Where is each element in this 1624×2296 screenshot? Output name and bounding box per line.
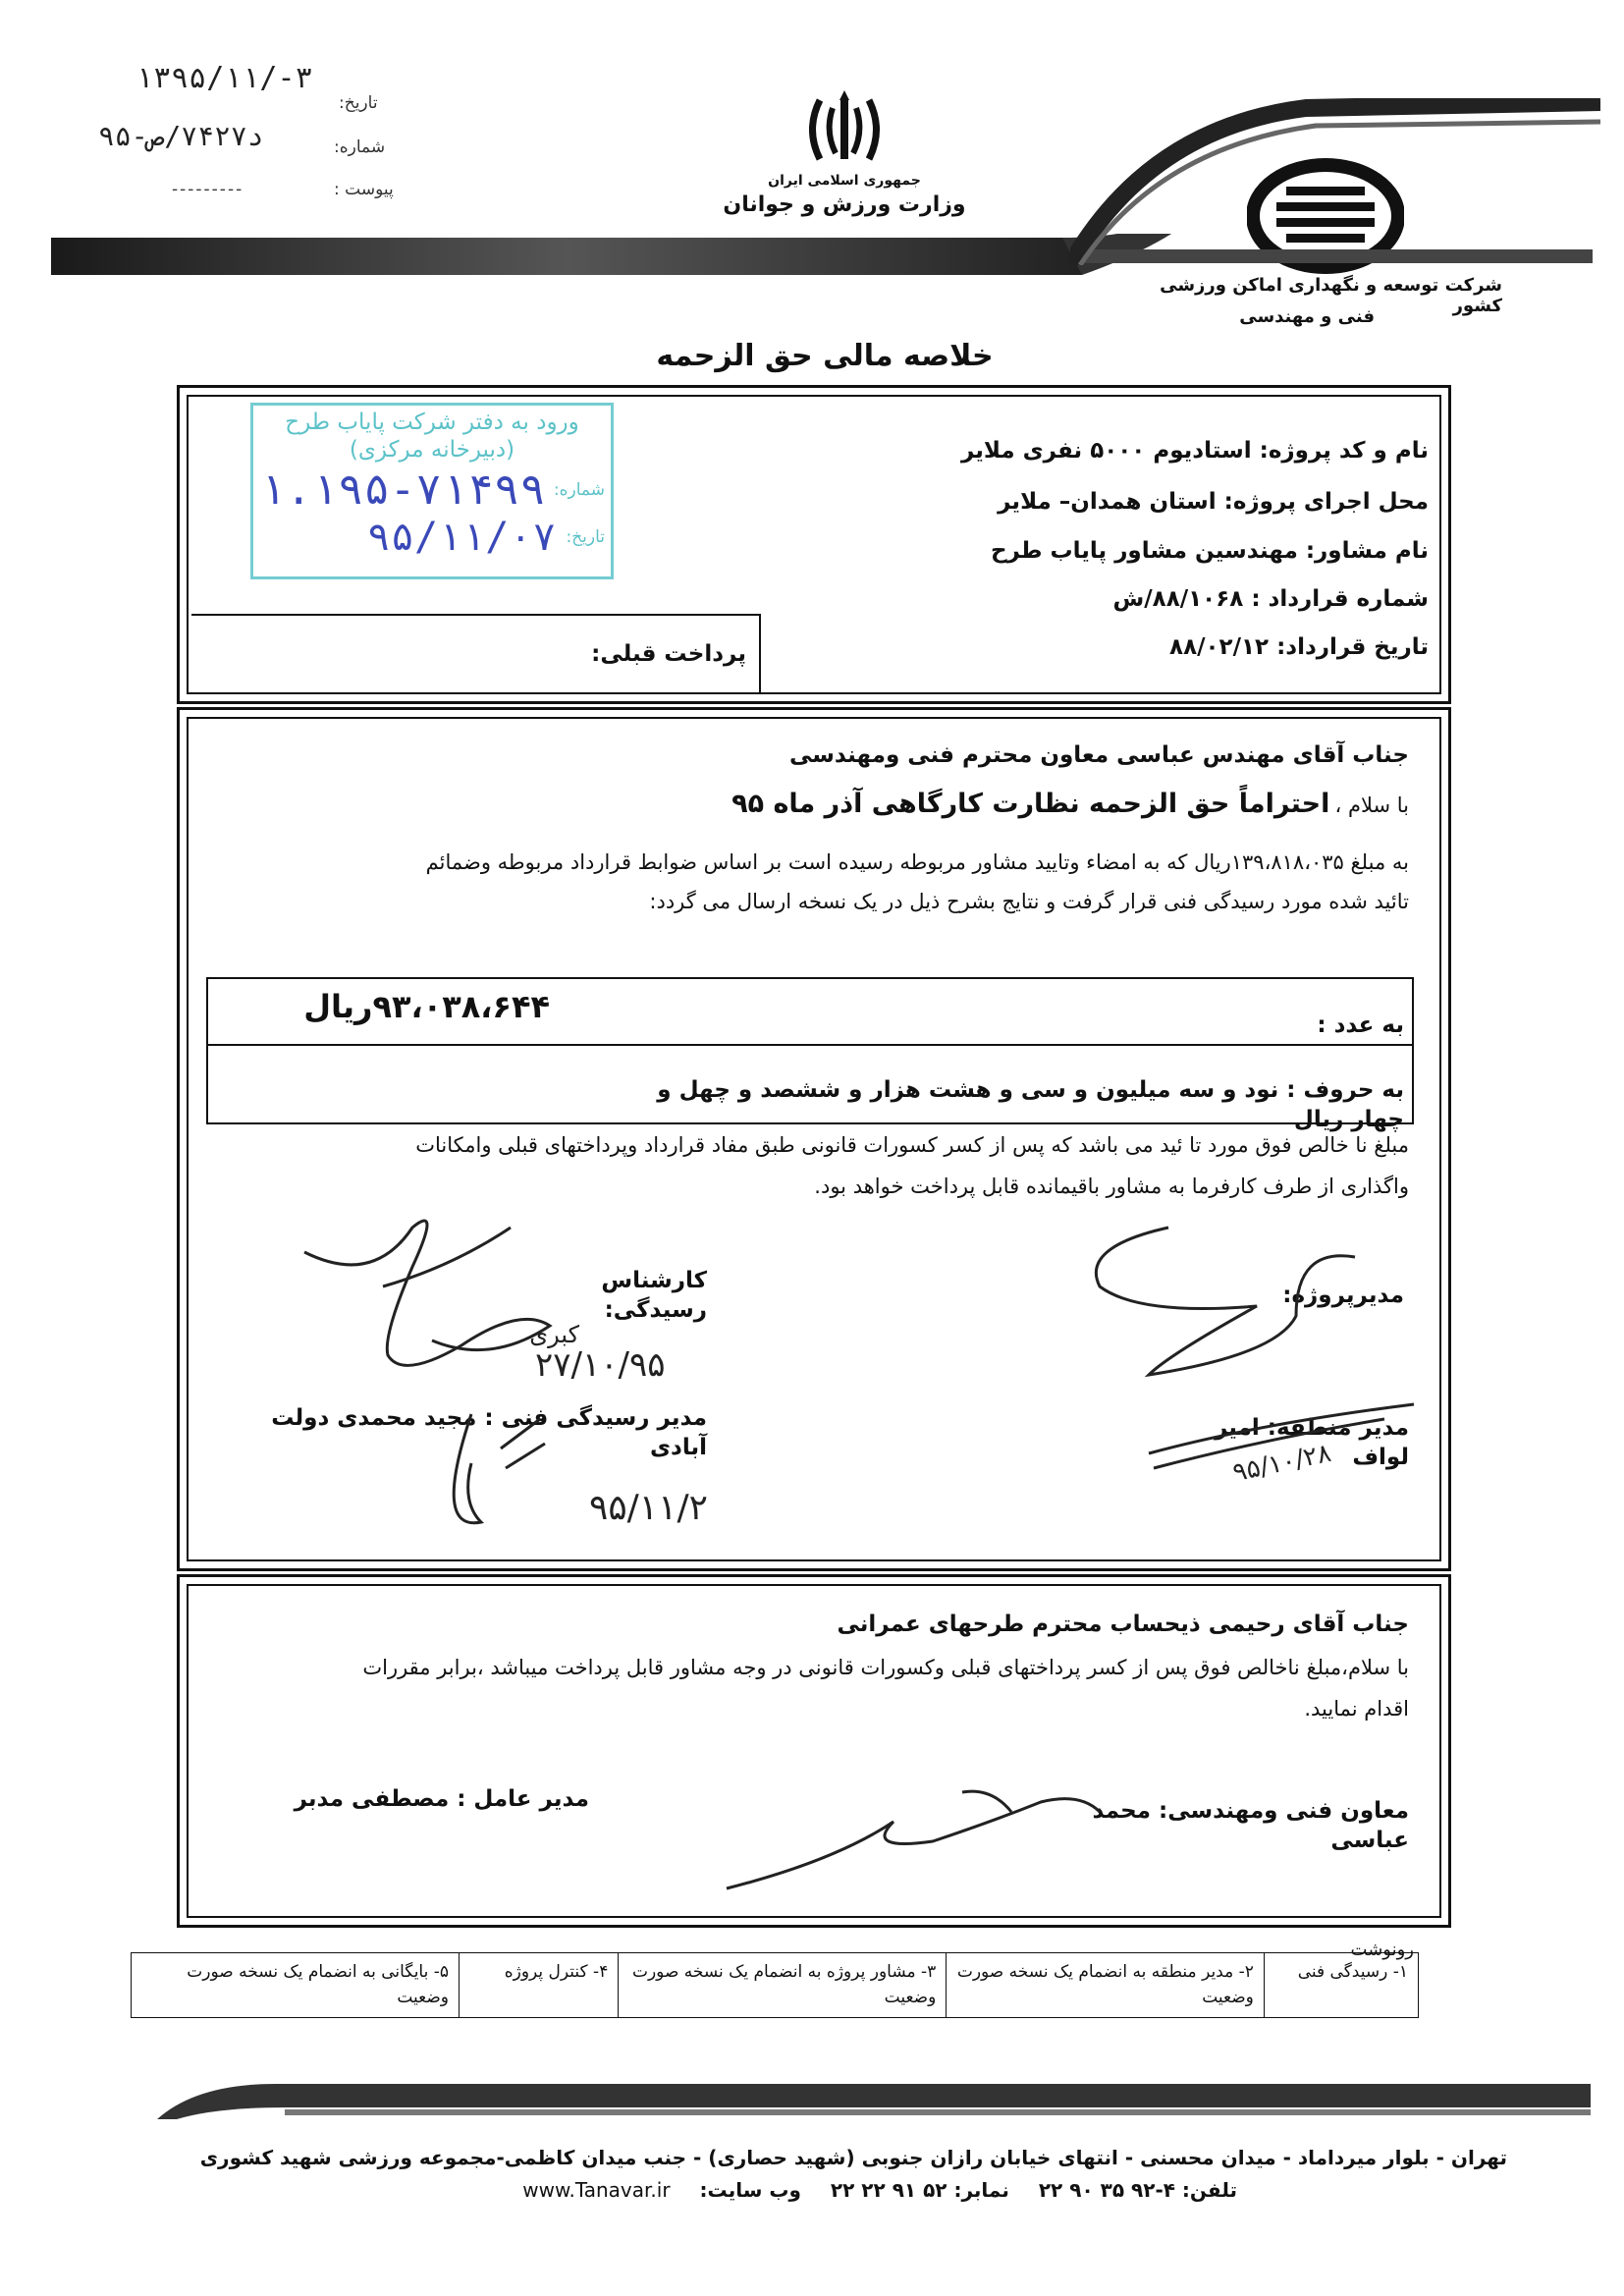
iran-emblem-icon (800, 90, 889, 169)
second-line-2: اقدام نمایید. (1304, 1697, 1409, 1721)
tech-manager-label: مدیر رسیدگی فنی : مجید محمدی دولت آبادی (271, 1405, 707, 1460)
cc-item: ۵- بایگانی به انضمام یک نسخه صورت وضعیت (132, 1953, 460, 2018)
consultant-value: مهندسین مشاور پایاب طرح (990, 538, 1298, 564)
project-name-row (864, 437, 1429, 466)
stamp-date-value: ۹۵/۱۱/۰۷ (366, 515, 557, 560)
project-location-label: محل اجرای پروژه: (1223, 489, 1429, 515)
ministry-name: وزارت ورزش و جوانان (723, 192, 966, 217)
second-addressee: جناب آقای رحیمی ذیحساب محترم طرحهای عمرانی (837, 1612, 1409, 1637)
amount-words-label: به حروف : (1286, 1077, 1404, 1103)
footer-phone: تلفن: ۴-۹۲ ۳۵ ۹۰ ۲۲ (1038, 2178, 1237, 2202)
contract-number-label: شماره قرارداد : (1251, 586, 1429, 612)
reviewer-date: ۲۷/۱۰/۹۵ (535, 1345, 666, 1385)
stamp-line1: ورود به دفتر شرکت پایاب طرح (285, 410, 579, 435)
stamp-number-value: ۱.۱۹۵-۷۱۴۹۹ (259, 465, 546, 515)
cc-table (131, 1952, 1419, 2018)
regional-manager-label: مدیر منطقه: امیر لواف (1214, 1415, 1409, 1470)
header-swoosh (1070, 98, 1600, 265)
footer-website[interactable]: www.Tanavar.ir (522, 2178, 671, 2202)
contract-date-value: ۸۸/۰۲/۱۲ (1169, 634, 1270, 660)
received-stamp (250, 403, 614, 579)
regional-manager-date: ۹۵/۱۰/۲۸ (1229, 1438, 1334, 1489)
reviewer-handwriting: کبری (529, 1321, 579, 1348)
footer-fax: نمابر: ۵۲ ۹۱ ۲۲ ۲۲ (830, 2178, 1009, 2202)
project-name-label: نام و کد پروژه: (1259, 438, 1429, 464)
ceo-label: مدیر عامل : مصطفی مدبر (294, 1786, 589, 1812)
cc-item: ۳- مشاور پروژه به انضمام یک نسخه صورت وضعیت (619, 1953, 947, 2018)
amount-table-divider (208, 1044, 1412, 1046)
letter-greeting: با سلام ، (1334, 793, 1409, 817)
date-value: ۱۳۹۵/۱۱/-۳ (135, 61, 313, 95)
attachment-label: پیوست : (334, 180, 394, 199)
project-location-value: استان همدان– ملایر (998, 489, 1217, 515)
tech-manager-date: ۹۵/۱۱/۲ (589, 1488, 708, 1528)
prev-payment-label: پرداخت قبلی: (591, 641, 746, 667)
company-name: شرکت توسعه و نگهداری اماکن ورزشی کشور (1160, 275, 1502, 316)
cc-title: رونوشت (1350, 1940, 1414, 1960)
contract-number-row (864, 585, 1429, 615)
footer-contact-row (491, 2178, 1237, 2202)
consultant-label: نام مشاور: (1305, 538, 1429, 564)
cc-item: ۲- مدیر منطقه به انضمام یک نسخه صورت وضعیت (947, 1953, 1265, 2018)
deputy-label: معاون فنی ومهندسی: محمد عباسی (1092, 1798, 1409, 1853)
cc-item: ۴- کنترل پروژه (460, 1953, 619, 2018)
project-manager-label: مدیرپروژه: (1282, 1283, 1404, 1308)
amount-words-row (648, 1076, 1404, 1135)
cc-item: ۱- رسیدگی فنی (1264, 1953, 1418, 2018)
amount-words-value: نود و سه میلیون و سی و هشت هزار و ششصد و چهل و چهار ریال (657, 1077, 1404, 1132)
footer-banner (157, 2080, 1591, 2119)
date-label: تاریخ: (339, 93, 378, 113)
contract-date-row (864, 633, 1429, 663)
reviewer-signature (295, 1208, 727, 1571)
letter-note-1: مبلغ نا خالص فوق مورد تا ئید می باشد که پس از کسر کسورات قانونی طبق مفاد قرارداد وپرداختهای قبلی وامکانات (415, 1133, 1409, 1157)
emblem-caption: جمهوری اسلامی ایران (768, 173, 921, 189)
contract-date-label: تاریخ قرارداد: (1276, 634, 1429, 660)
number-label: شماره: (334, 137, 386, 157)
contract-number-value: ۸۸/۱۰۶۸/ش (1112, 586, 1244, 612)
project-name-value: استادیوم ۵۰۰۰ نفری ملایر (960, 438, 1252, 464)
prev-payment-vline (759, 614, 761, 694)
letter-body-1: به مبلغ ۱۳۹،۸۱۸،۰۳۵ریال که به امضاء وتایید مشاور مربوطه رسیده است بر اساس ضوابط قرارداد مربوطه وضمائم (425, 850, 1409, 874)
second-line-1: با سلام،مبلغ ناخالص فوق پس از کسر پرداختهای قبلی وکسورات قانونی در وجه مشاور قابل پرداخت میباشد ،برابر مقررات (362, 1656, 1409, 1679)
stamp-line2: (دبیرخانه مرکزی) (349, 437, 515, 463)
footer-website-label: وب سایت: (699, 2178, 801, 2202)
project-manager-signature (1060, 1208, 1434, 1503)
project-location-row (864, 488, 1429, 518)
letter-addressee: جناب آقای مهندس عباسی معاون محترم فنی ومهندسی (788, 742, 1409, 768)
letter-subject-row (687, 789, 1409, 819)
stamp-number-label: شماره: (553, 479, 605, 500)
stamp-date-label: تاریخ: (566, 527, 605, 547)
letter-subject: احتراماً حق الزحمه نظارت کارگاهی آذر ماه ۹۵ (731, 789, 1330, 819)
letter-body-2: تائید شده مورد رسیدگی فنی قرار گرفت و نتایج بشرح ذیل در یک نسخه ارسال می گردد: (649, 890, 1409, 913)
amount-digits-label: به عدد : (1317, 1012, 1404, 1038)
department-name: فنی و مهندسی (1239, 306, 1375, 327)
page-title: خلاصه مالی حق الزحمه (656, 339, 994, 373)
attachment-value: --------- (172, 180, 244, 199)
prev-payment-divider (191, 614, 761, 616)
consultant-row (864, 537, 1429, 567)
letter-note-2: واگذاری از طرف کارفرما به مشاور باقیمانده قابل پرداخت خواهد بود. (814, 1175, 1409, 1198)
deputy-signature (717, 1782, 1110, 1900)
amount-digits-value: ۹۳،۰۳۸،۶۴۴ریال (303, 988, 550, 1025)
footer-address: تهران - بلوار میرداماد - میدان محسنی - انتهای خیابان رازان جنوبی (شهید حصاری) - جنب میدان کاظمی-مجموعه ورزشی شهید کشوری (199, 2146, 1507, 2169)
number-value: ۹۵-د۷۴۲۷/ص (98, 120, 264, 152)
reviewer-label: کارشناس رسیدگی: (601, 1268, 707, 1323)
